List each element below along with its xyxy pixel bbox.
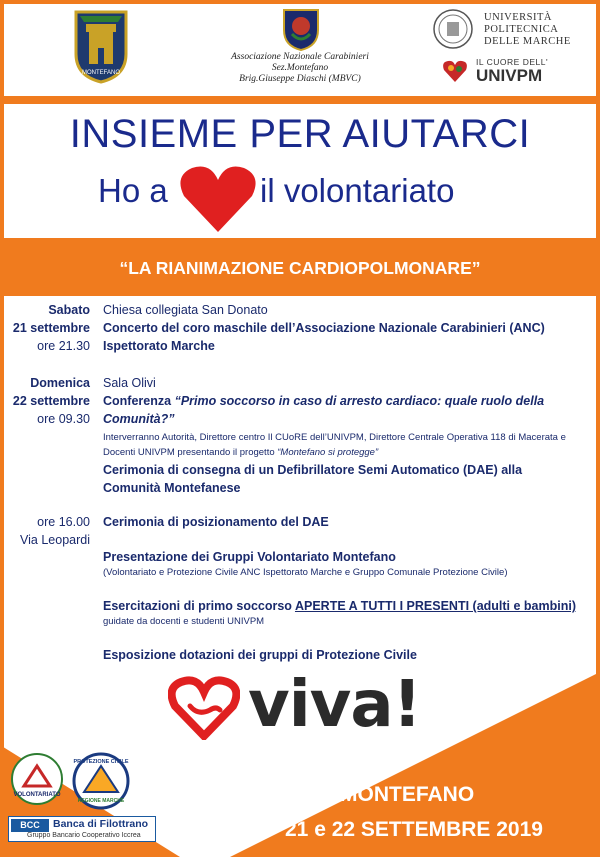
bcc-tag: BCC — [11, 819, 49, 832]
main-title: INSIEME PER AIUTARCI — [69, 112, 531, 156]
univ-line-1: UNIVERSITÀ — [484, 12, 552, 23]
conference-title — [103, 394, 544, 408]
speakers-line-1: Interverranno Autorità, Direttore centro Il CUoRE dell’UNIVPM, Direttore Centrale Operativa 118 di Macerata e — [103, 432, 566, 443]
conference-topic: “Primo soccorso in caso di arresto cardiaco: quale ruolo della — [174, 394, 545, 408]
viva-heart-icon — [168, 676, 240, 740]
conference-label: Conferenza — [103, 394, 172, 408]
svg-text:REGIONE MARCHE: REGIONE MARCHE — [77, 798, 125, 804]
sunday-time: ore 09.30 — [37, 412, 90, 426]
saturday-place: Chiesa collegiata San Donato — [103, 303, 268, 317]
exercises-label: Esercitazioni di primo soccorso — [103, 599, 292, 613]
exercises-open: APERTE A TUTTI I PRESENTI (adulti e bambini) — [294, 599, 576, 613]
project-name: “Montefano si protegge” — [277, 447, 379, 458]
sunday-place: Sala Olivi — [103, 376, 156, 390]
saturday-day: Sabato — [48, 303, 90, 317]
anc-line-2: Sez.Montefano — [271, 63, 329, 73]
groups-note: (Volontariato e Protezione Civile ANC Ispettorato Marche e Gruppo Comunale Protezione Civile) — [103, 567, 508, 578]
civil-protection-exhibit: Esposizione dotazioni dei gruppi di Protezione Civile — [103, 648, 417, 662]
bcc-logo — [8, 816, 156, 842]
saturday-event-2: Ispettorato Marche — [103, 339, 215, 353]
volontariato-logo-icon — [10, 752, 64, 806]
cuore-subtitle: IL CUORE DELL' — [476, 57, 549, 67]
saturday-event-1: Concerto del coro maschile dell’Associazione Nazionale Carabinieri (ANC) — [103, 321, 545, 335]
svg-text:VOLONTARIATO: VOLONTARIATO — [13, 792, 61, 798]
bcc-subtitle: Gruppo Bancario Cooperativo Iccrea — [27, 832, 141, 839]
speakers-line-2a: Docenti UNIVPM presentando il progetto — [103, 447, 275, 458]
subtitle: “LA RIANIMAZIONE CARDIOPOLMONARE” — [119, 258, 481, 278]
cuore-title: UNIVPM — [476, 66, 543, 85]
bcc-name: Banca di Filottrano — [53, 818, 149, 830]
title-line-2a: Ho a — [98, 172, 168, 209]
univ-line-2: POLITECNICA — [484, 24, 559, 35]
viva-logo-text: viva! — [248, 668, 421, 742]
event-date: 21 e 22 SETTEMBRE 2019 — [285, 818, 543, 841]
event-place: MONTEFANO — [340, 783, 475, 806]
afternoon-time: ore 16.00 — [37, 515, 90, 529]
groups-presentation: Presentazione dei Gruppi Volontariato Montefano — [103, 550, 396, 564]
svg-text:PROTEZIONE CIVILE: PROTEZIONE CIVILE — [73, 759, 129, 765]
ceremony-line-2: Comunità Montefanese — [103, 481, 241, 495]
anc-line-3: Brig.Giuseppe Diaschi (MBVC) — [239, 74, 361, 84]
svg-text:MONTEFANO: MONTEFANO — [81, 70, 121, 76]
title-line-2b: il volontariato — [260, 172, 455, 209]
speakers-line-2 — [103, 447, 378, 458]
ceremony-line-1: Cerimonia di consegna di un Defibrillatore Semi Automatico (DAE) alla — [103, 463, 523, 477]
univ-line-3: DELLE MARCHE — [484, 36, 571, 47]
dae-ceremony: Cerimonia di posizionamento del DAE — [103, 515, 329, 529]
anc-line-1: Associazione Nazionale Carabinieri — [231, 52, 369, 62]
protezione-civile-logo-icon — [72, 752, 130, 810]
saturday-date: 21 settembre — [12, 321, 90, 335]
sunday-date: 22 settembre — [12, 394, 90, 408]
afternoon-place: Via Leopardi — [20, 533, 90, 547]
saturday-time: ore 21.30 — [37, 339, 90, 353]
exercises — [103, 599, 576, 613]
exercises-note: guidate da docenti e studenti UNIVPM — [103, 616, 265, 627]
sunday-day: Domenica — [30, 376, 90, 390]
conference-topic-2: Comunità?” — [103, 412, 175, 426]
